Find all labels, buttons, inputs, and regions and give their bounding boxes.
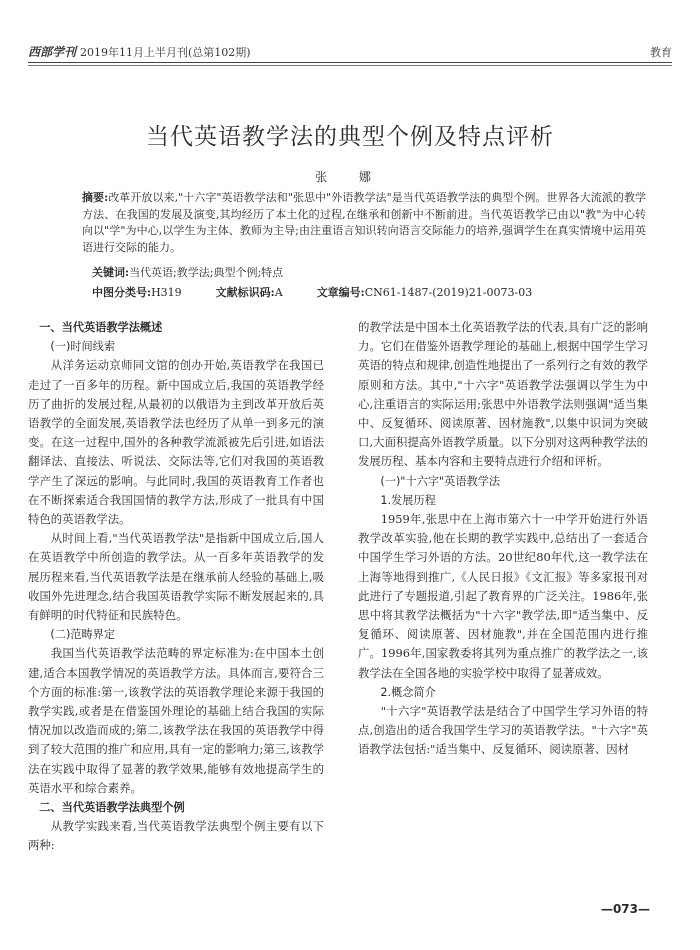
page-number: —073—	[600, 902, 650, 916]
keywords-text: 当代英语;教学法;典型个例;特点	[129, 266, 284, 279]
body-paragraph: 从洋务运动京师同文馆的创办开始,英语教学在我国已走过了一百多年的历程。新中国成立后,我国的英语教学经历了曲折的发展过程,从最初的以俄语为主到改革开放后英语教学的全面发展,英语教学法也经历了从单一到多元的演变。在这一过程中,国外的各种教学流派被先后引进,如语法翻译法、直接法、听说法、交际法等,它们对我国的英语教学产生了深远的影响。与此同时,我国的英语教育工作者也在不断探索适合我国国情的教学方法,形成了一批具有中国特色的英语教学法。	[28, 358, 324, 527]
journal-issue-line	[28, 43, 251, 60]
classification-line	[92, 284, 646, 300]
body-paragraph: 1959年,张思中在上海市第六十一中学开始进行外语教学改革实验,他在长期的教学实践中,总结出了一套适合中国学生学习外语的方法。20世纪80年代,这一教学法在上海等地得到推广,《人民日报》《文汇报》等多家报刊对此进行了专题报道,引起了教育界的广泛关注。1986年,张思中将其教学法概括为"十六字"教学法,即"适当集中、反复循环、阅读原著、因材施教",并在全国范围内进行推广。1996年,国家教委将其列为重点推广的教学法之一,该教学法在全国各地的实验学校中取得了显著成效。	[358, 512, 648, 680]
abstract	[82, 190, 646, 256]
section-heading: 一、当代英语教学法概述	[39, 321, 163, 334]
class-number: 中图分类号:H319	[92, 286, 182, 299]
subsection-heading: 2.概念简介	[380, 685, 436, 699]
subsection-heading: 1.发展历程	[380, 493, 436, 507]
body-paragraph: 从教学实践来看,当代英语教学法典型个例主要有以下两种:	[28, 819, 324, 853]
abstract-label: 摘要:	[82, 191, 109, 204]
section-heading: 二、当代英语教学法典型个例	[39, 801, 185, 815]
keywords	[92, 264, 646, 280]
body-paragraph: 从时间上看,"当代英语教学法"是指新中国成立后,国人在英语教学中所创造的教学法。从一百多年英语教学的发展历程来看,当代英语教学法是在继承前人经验的基础上,吸收国外先进理念,结合我国英语教学实际不断发展起来的,具有鲜明的时代特征和民族特色。	[28, 531, 324, 623]
document-code: 文献标识码:A	[215, 286, 283, 299]
subsection-heading: (一)时间线索	[50, 340, 116, 354]
body-paragraph: "十六字"英语教学法是结合了中国学生学习外语的特点,创造出的适合我国学生学习的英语教学法。"十六字"英语教学法包括:"适当集中、反复循环、阅读原著、因材	[358, 704, 648, 757]
subsection-heading: (一)"十六字"英语教学法	[380, 474, 501, 488]
author-name: 张 娜	[315, 170, 385, 184]
header-rule-thin	[28, 65, 672, 66]
body-paragraph-continued: 的教学法是中国本土化英语教学法的代表,具有广泛的影响力。它们在借鉴外语教学理论的基础上,根据中国学生学习英语的特点和规律,创造性地提出了一系列行之有效的教学原则和方法。其中,"十六字"英语教学法强调以学生为中心,注重语言的实际运用;张思中外语教学法则强调"适当集中、反复循环、阅读原著、因材施教",以集中识词为突破口,大面积提高外语教学质量。以下分别对这两种教学法的发展历程、基本内容和主要特点进行介绍和评析。	[358, 320, 648, 469]
journal-name: 西部学刊	[28, 45, 77, 59]
section-tag: 教育	[650, 46, 672, 59]
body-column-left	[28, 318, 324, 856]
body-column-right	[358, 318, 648, 760]
abstract-text: 改革开放以来,"十六字"英语教学法和"张思中"外语教学法"是当代英语教学法的典型个例。世界各大流派的教学方法、在我国的发展及演变,其均经历了本土化的过程,在继承和创新中不断前进。当代英语教学已由以"教"为中心转向以"学"为中心,以学生为主体、教师为主导;由注重语言知识转向语言交际能力的培养,强调学生在真实情境中运用英语进行交际的能力。	[82, 191, 647, 254]
running-header	[28, 40, 672, 60]
body-paragraph: 我国当代英语教学法范畴的界定标准为:在中国本土创建,适合本国教学情况的英语教学方法。具体而言,要符合三个方面的标准:第一,该教学法的英语教学理论来源于我国的教学实践,或者是在借鉴国外理论的基础上结合我国的实际情况加以改造而成的;第二,该教学法在我国的英语教学中得到了较大范围的推广和应用,具有一定的影响力;第三,该教学法在实践中取得了显著的教学效果,能够有效地提高学生的英语水平和综合素养。	[28, 646, 324, 795]
article-number: 文章编号:CN61-1487-(2019)21-0073-03	[316, 286, 533, 299]
keywords-label: 关键词:	[92, 266, 130, 279]
article-title: 当代英语教学法的典型个例及特点评析	[146, 124, 554, 150]
header-rule	[28, 62, 672, 63]
subsection-heading: (二)范畴界定	[50, 628, 116, 642]
journal-issue: 2019年11月上半月刊(总第102期)	[80, 46, 251, 59]
